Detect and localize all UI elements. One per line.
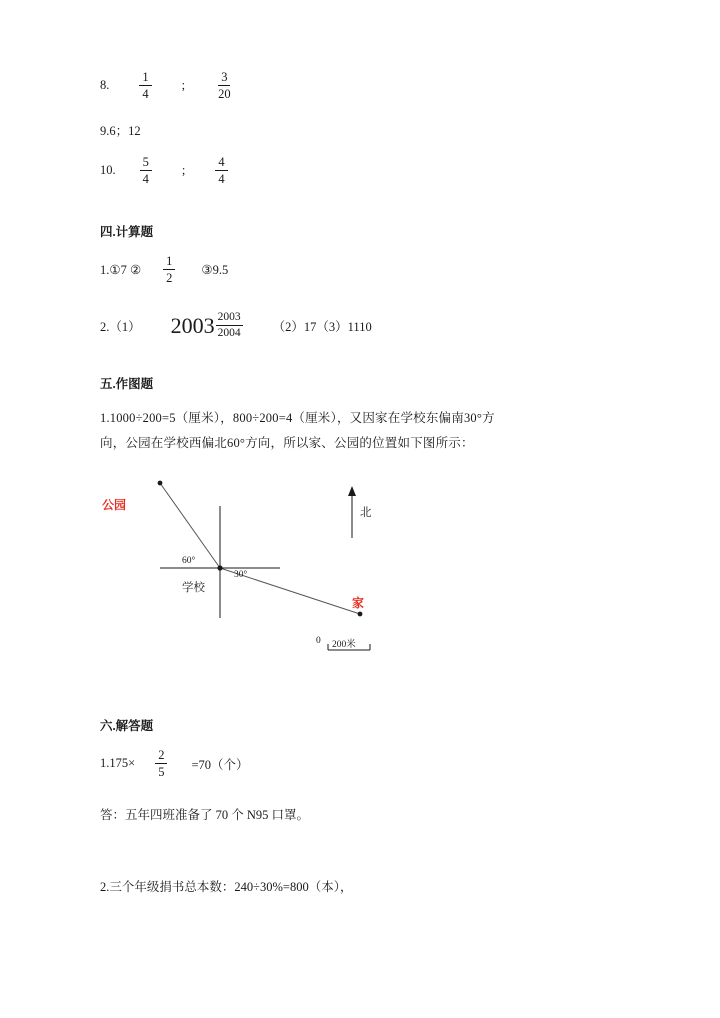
section-five-line-2: 向，公园在学校西偏北60°方向，所以家、公园的位置如下图所示： (100, 436, 474, 451)
item-10-separator: ; (181, 163, 186, 177)
fraction-denominator: 2 (166, 271, 173, 285)
answer-item-9: 9.6；12 (100, 124, 141, 138)
item-2-prefix: 2.（1） (100, 319, 141, 334)
item-8-number: 8. (100, 78, 110, 92)
item-1-suffix: ③9.5 (201, 262, 229, 277)
item-2-suffix: （2）17（3）1110 (272, 319, 372, 334)
section-five-heading: 五.作图题 (100, 377, 154, 392)
fraction-numerator: 4 (215, 155, 227, 171)
fraction-denominator: 5 (158, 765, 165, 780)
fraction-numerator: 3 (218, 70, 230, 86)
fraction-denominator: 4 (218, 172, 225, 186)
section-four-item-1 (100, 254, 620, 285)
point-school (217, 566, 222, 571)
fraction-numerator: 1 (163, 254, 175, 270)
item-1-prefix: 1.175× (100, 756, 136, 771)
label-scale-text: 200米 (332, 640, 356, 651)
label-park: 公园 (102, 498, 127, 513)
section-six-item-1 (100, 748, 620, 779)
item-8-separator: ; (181, 78, 186, 92)
label-scale-zero: 0 (316, 636, 321, 647)
item-10-fraction-1 (140, 155, 152, 186)
diagram-svg (120, 478, 480, 678)
fraction-numerator: 2 (155, 748, 167, 764)
item-1-fraction (155, 748, 167, 779)
item-8-fraction-2 (215, 70, 234, 101)
item-1-prefix: 1.①7 ② (100, 262, 142, 277)
item-10-fraction-2 (215, 155, 227, 186)
fraction-numerator: 2003 (216, 311, 243, 326)
label-angle-60: 60° (182, 556, 196, 567)
section-six-answer-1: 答：五年四班准备了 70 个 N95 口罩。 (100, 808, 310, 823)
point-park (158, 481, 163, 486)
direction-diagram (102, 478, 480, 678)
mixed-fraction-part (216, 311, 243, 340)
fraction-denominator: 20 (218, 87, 231, 101)
label-angle-30: 30° (234, 570, 248, 581)
answer-item-10 (100, 155, 620, 186)
north-arrow-head (348, 486, 356, 496)
section-four-item-2 (100, 311, 620, 340)
fraction-numerator: 5 (140, 155, 152, 171)
fraction-numerator: 1 (139, 70, 151, 86)
label-home: 家 (352, 596, 365, 611)
section-five-line-1: 1.1000÷200=5（厘米），800÷200=4（厘米），又因家在学校东偏南30°方 (100, 411, 495, 426)
fraction-denominator: 2004 (217, 327, 241, 340)
item-2-mixed-number (171, 311, 243, 340)
label-north: 北 (360, 507, 372, 520)
section-four-heading: 四.计算题 (100, 225, 154, 239)
label-school: 学校 (182, 582, 205, 595)
point-home (358, 612, 363, 617)
section-six-heading: 六.解答题 (100, 719, 154, 734)
item-1-fraction (163, 254, 175, 285)
item-10-number: 10. (100, 163, 116, 177)
section-six-item-2: 2.三个年级捐书总本数：240÷30%=800（本）， (100, 880, 353, 895)
item-8-fraction-1 (139, 70, 151, 101)
fraction-denominator: 4 (142, 87, 149, 101)
answer-item-8 (100, 70, 620, 101)
fraction-denominator: 4 (142, 172, 149, 186)
item-1-suffix: =70（个） (191, 757, 249, 772)
mixed-whole-part: 2003 (170, 312, 215, 338)
